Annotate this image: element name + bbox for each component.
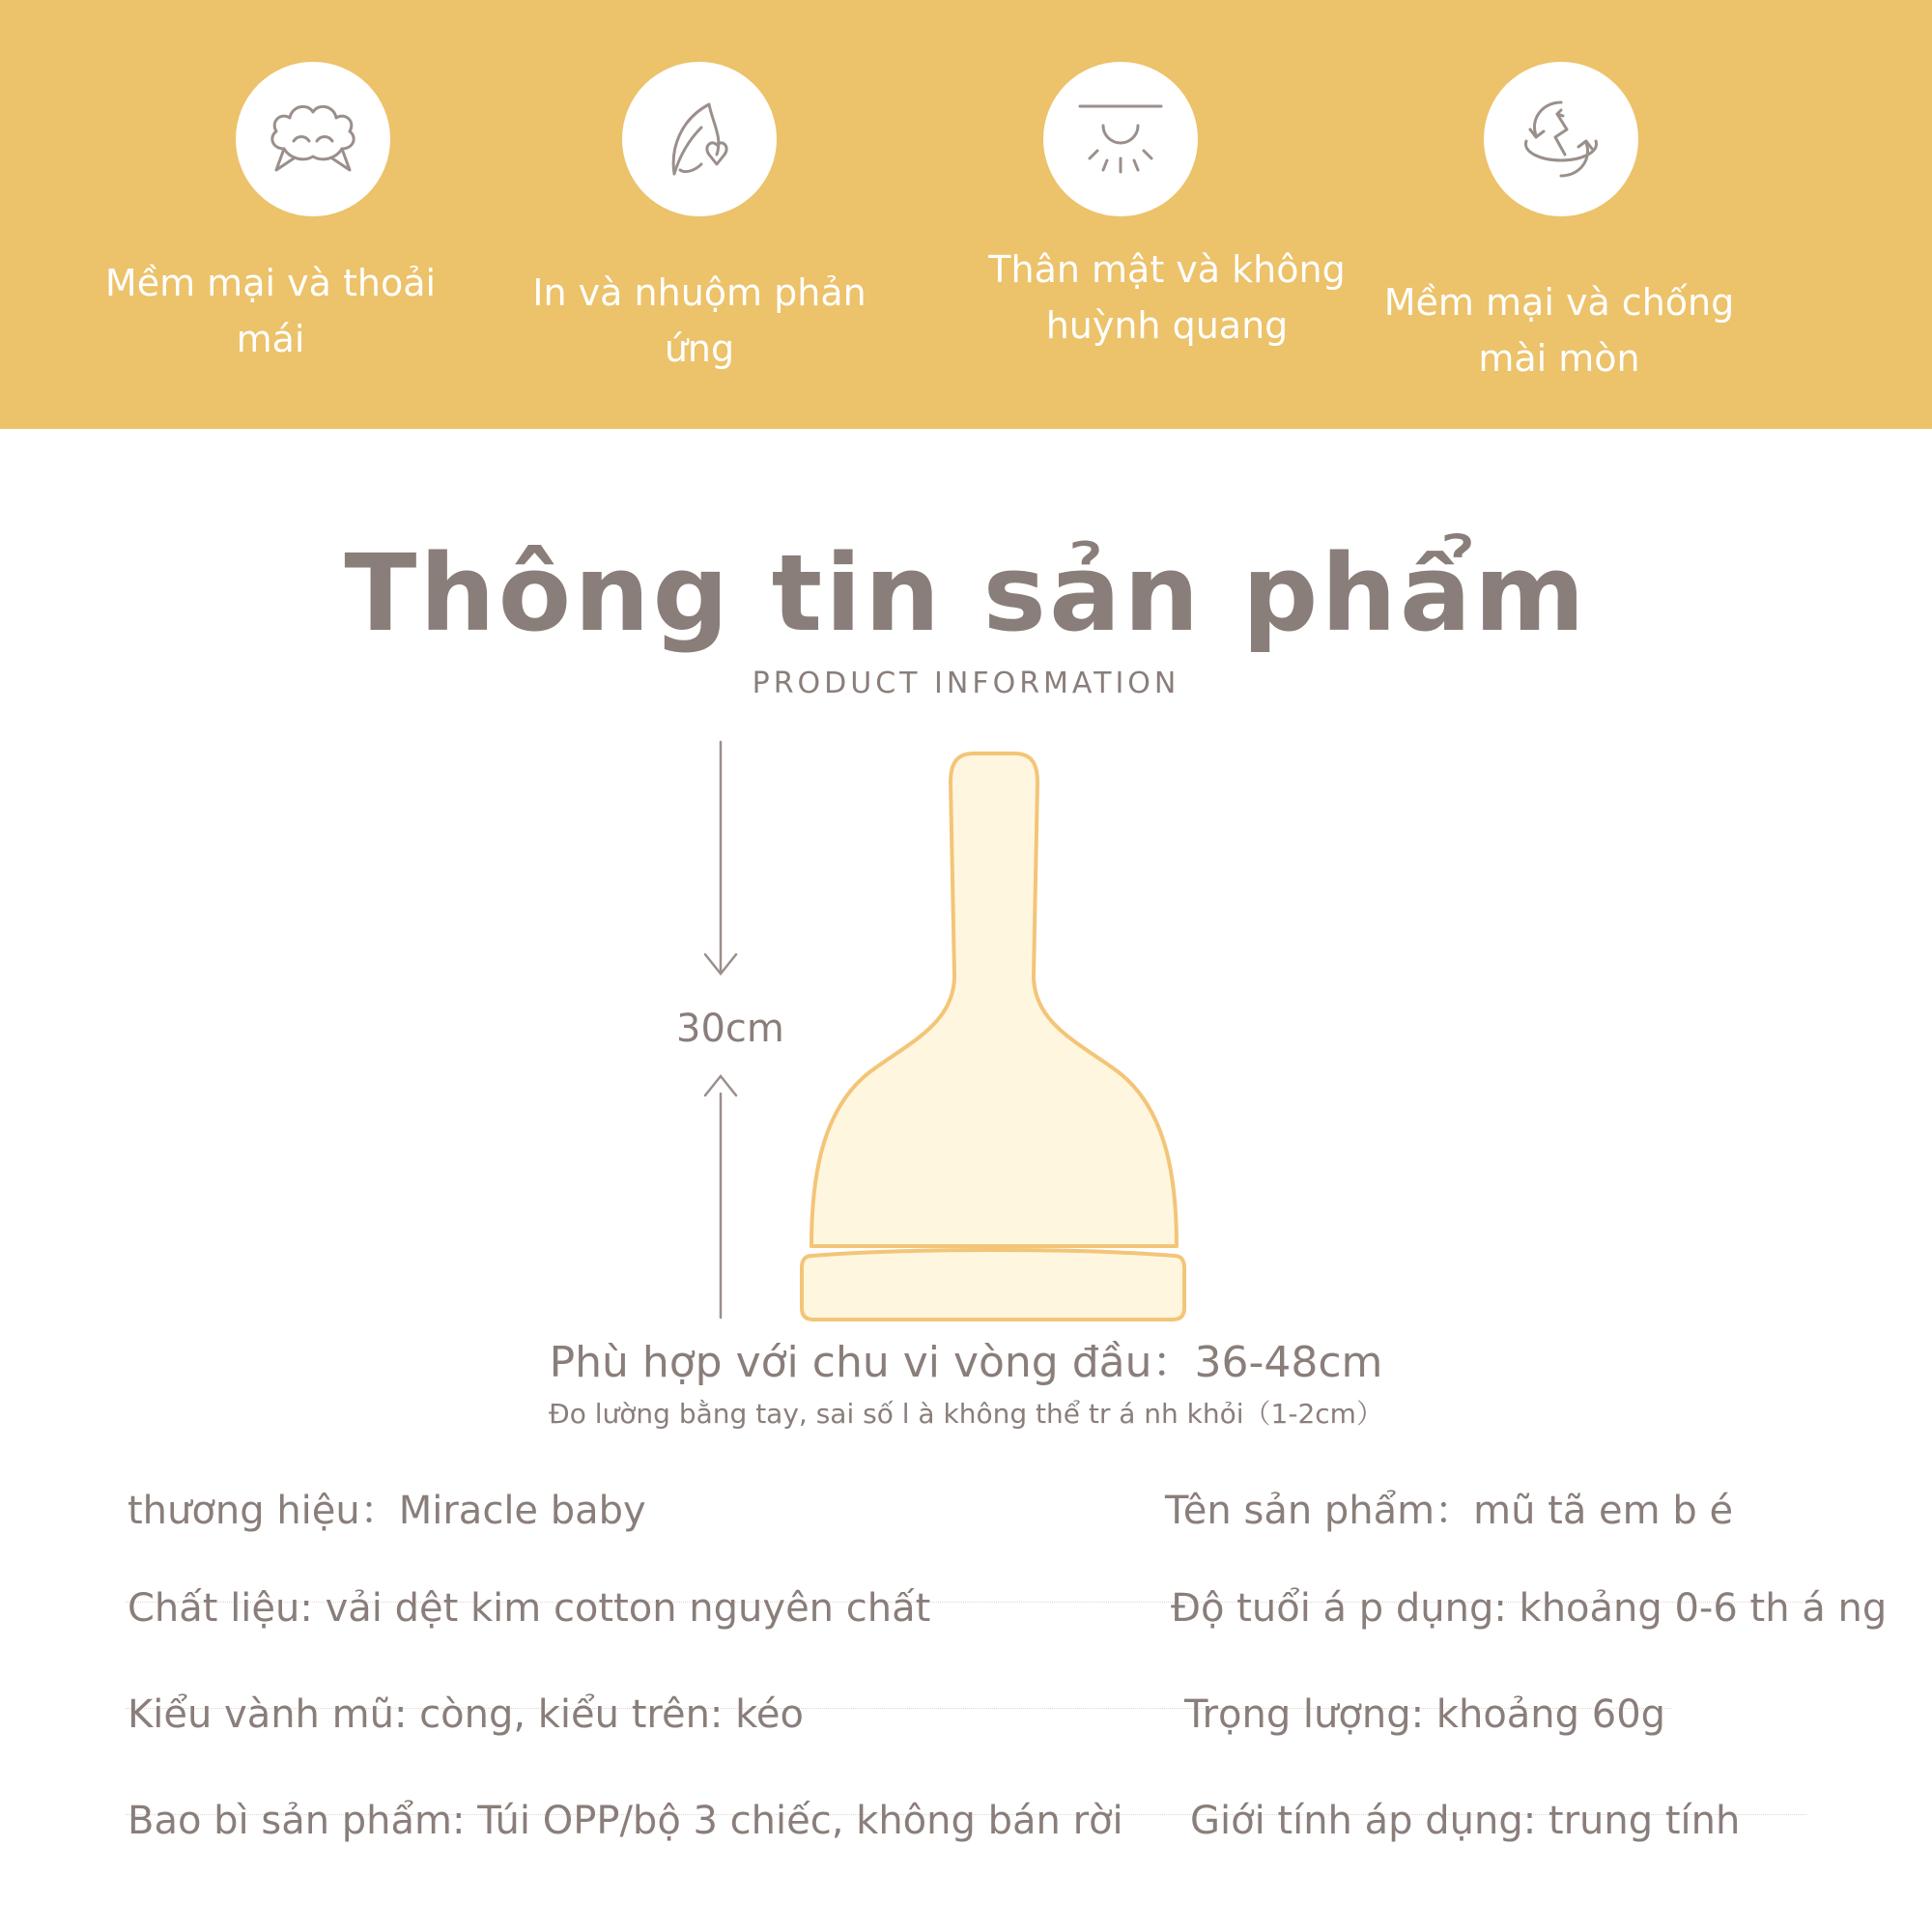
head-circumference-fit: Phù hợp với chu vi vòng đầu：36-48cm [549, 1338, 1383, 1387]
feature-circle [1484, 62, 1638, 216]
page-subtitle: PRODUCT INFORMATION [752, 667, 1180, 700]
feature-reactive-dyeing [497, 62, 902, 410]
feature-circle [622, 62, 777, 216]
spec-brand: thương hiệu：Miracle baby [128, 1489, 646, 1533]
spec-product-name: Tên sản phẩm：mũ tã em b é [1165, 1489, 1734, 1533]
leaf-heart-icon [641, 81, 757, 197]
feature-label: Mềm mại và chống mài mòn [1383, 281, 1735, 380]
baby-hat-illustration [792, 744, 1198, 1323]
rotate-arrows-icon [1503, 81, 1619, 197]
feature-anti-abrasion [1356, 62, 1762, 410]
spec-gender: Giới tính áp dụng: trung tính [1190, 1799, 1741, 1843]
page-title: Thông tin sản phẩm [344, 531, 1588, 655]
feature-circle [236, 62, 390, 216]
spec-age: Độ tuổi á p dụng: khoảng 0-6 th á ng [1171, 1586, 1888, 1631]
feature-non-fluorescent [964, 62, 1370, 410]
measurement-note: Đo lường bằng tay, sai số l à không thể tr á nh khỏi（1-2cm） [549, 1398, 1383, 1430]
feature-label: Thân mật và không huỳnh quang [988, 248, 1346, 347]
spec-material: Chất liệu: vải dệt kim cotton nguyên chất [128, 1586, 931, 1631]
sun-light-icon [1063, 81, 1179, 197]
cotton-icon [255, 81, 371, 197]
feature-label: In và nhuộm phản ứng [532, 271, 867, 370]
spec-packaging: Bao bì sản phẩm: Túi OPP/bộ 3 chiếc, không bán rời [128, 1799, 1123, 1843]
feature-circle [1043, 62, 1198, 216]
spec-weight: Trọng lượng: khoảng 60g [1184, 1692, 1666, 1737]
feature-soft-comfortable [68, 62, 473, 410]
features-banner [0, 0, 1932, 429]
feature-label: Mềm mại và thoải mái [104, 262, 437, 360]
spec-brim-style: Kiểu vành mũ: còng, kiểu trên: kéo [128, 1692, 804, 1737]
height-dimension-label: 30cm [676, 1007, 784, 1051]
